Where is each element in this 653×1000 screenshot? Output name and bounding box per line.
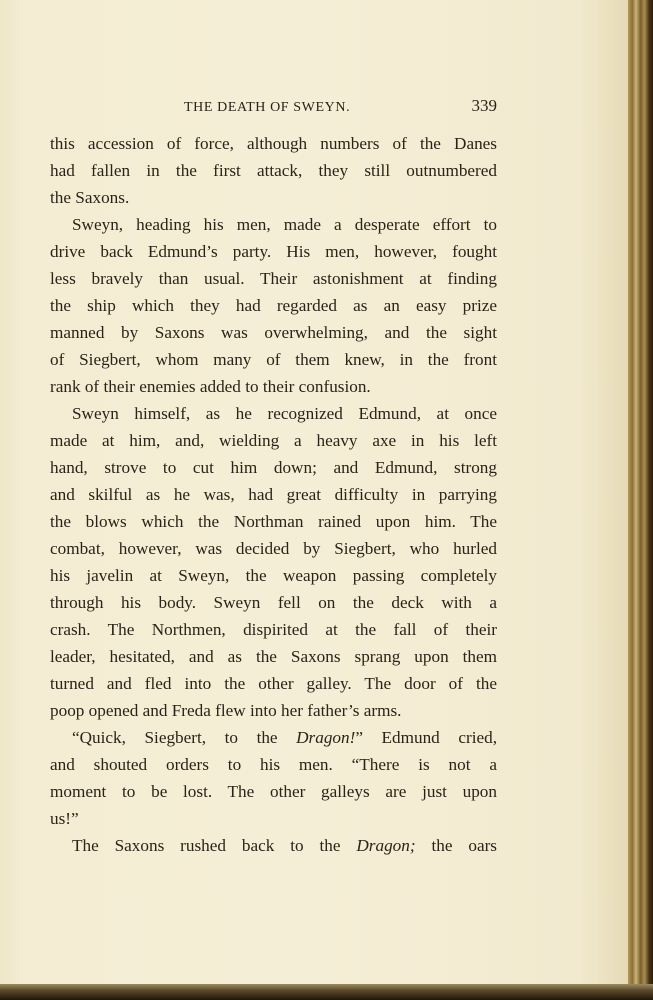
- text-line: hand, strove to cut him down; and Edmund, strong: [50, 458, 497, 477]
- text-line: and shouted orders to his men. “There is not a: [50, 755, 497, 774]
- text-fragment: ” Edmund cried,: [355, 728, 497, 747]
- text-line: manned by Saxons was overwhelming, and the sight: [50, 323, 497, 342]
- text-fragment: “Quick, Siegbert, to the: [72, 728, 297, 747]
- text-line: rank of their enemies added to their confusion.: [50, 377, 371, 396]
- ship-name: Dragon;: [356, 836, 416, 855]
- text-line: Sweyn himself, as he recognized Edmund, at once: [72, 404, 497, 423]
- page-bottom-edge: [0, 984, 653, 1000]
- text-fragment: the oars: [415, 836, 497, 855]
- text-line: the Saxons.: [50, 188, 130, 207]
- text-line: us!”: [50, 809, 79, 828]
- text-line: made at him, and, wielding a heavy axe in his left: [50, 431, 497, 450]
- text-line: drive back Edmund’s party. His men, however, fought: [50, 242, 497, 261]
- text-line: of Siegbert, whom many of them knew, in the front: [50, 350, 497, 369]
- text-line: turned and fled into the other galley. The door of the: [50, 674, 497, 693]
- running-title: THE DEATH OF SWEYN.: [184, 100, 351, 115]
- book-spine-edge: [628, 0, 653, 1000]
- text-line: poop opened and Freda flew into her father’s arms.: [50, 701, 402, 720]
- text-line: combat, however, was decided by Siegbert, who hurled: [50, 539, 497, 558]
- text-line: the blows which the Northman rained upon him. The: [50, 512, 497, 531]
- text-line: through his body. Sweyn fell on the deck with a: [50, 593, 497, 612]
- ship-name: Dragon!: [296, 728, 356, 747]
- text-line: this accession of force, although numbers of the Danes: [50, 134, 497, 153]
- text-line: [50, 832, 497, 859]
- text-line: [50, 724, 497, 751]
- body-text: [50, 130, 497, 859]
- text-line: leader, hesitated, and as the Saxons sprang upon them: [50, 647, 497, 666]
- text-line: his javelin at Sweyn, the weapon passing completely: [50, 566, 497, 585]
- text-line: moment to be lost. The other galleys are just upon: [50, 782, 497, 801]
- text-fragment: The Saxons rushed back to the: [72, 836, 357, 855]
- page-header: [50, 96, 497, 124]
- text-line: the ship which they had regarded as an easy prize: [50, 296, 497, 315]
- text-line: less bravely than usual. Their astonishment at finding: [50, 269, 497, 288]
- text-line: and skilful as he was, had great difficulty in parrying: [50, 485, 497, 504]
- text-line: Sweyn, heading his men, made a desperate effort to: [72, 215, 497, 234]
- text-line: crash. The Northmen, dispirited at the fall of their: [50, 620, 497, 639]
- page-number: 339: [471, 96, 497, 115]
- text-line: had fallen in the first attack, they still outnumbered: [50, 161, 497, 180]
